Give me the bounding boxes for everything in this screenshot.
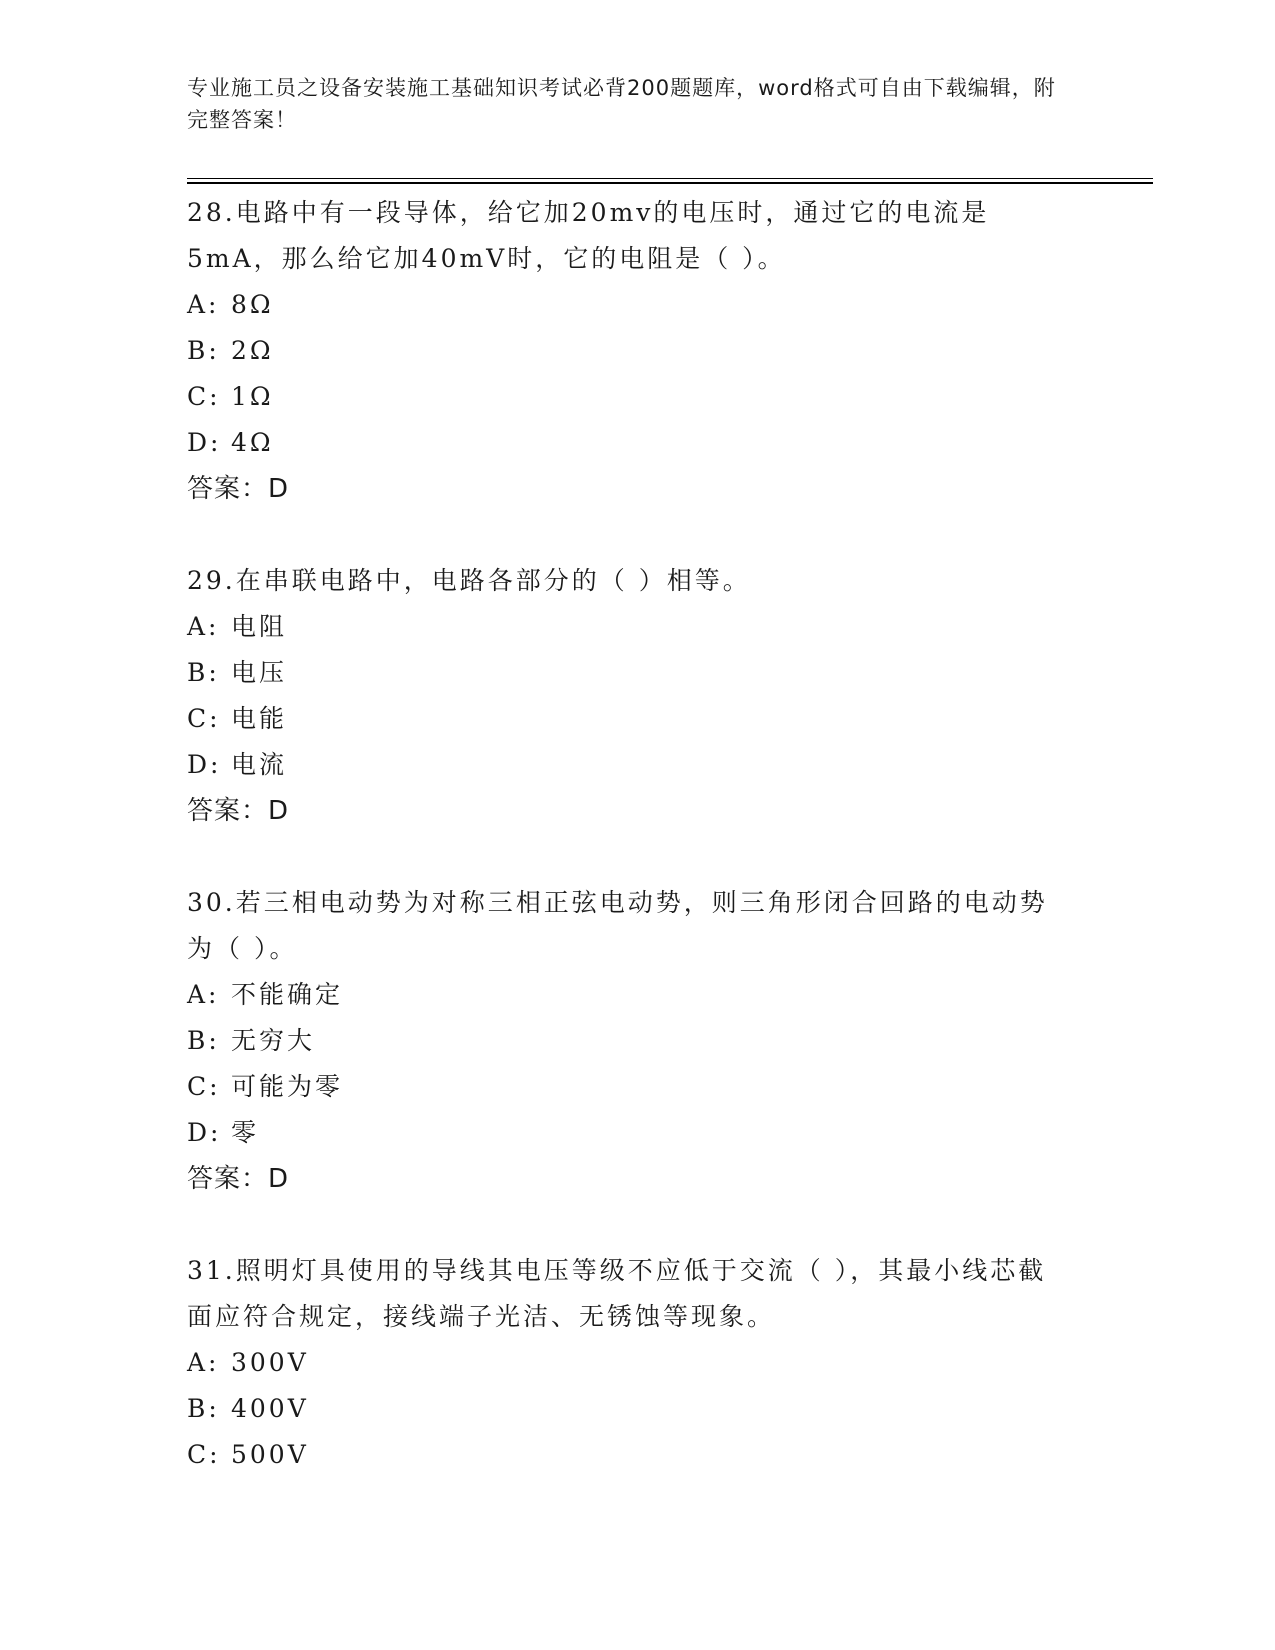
option-a [187, 1340, 1087, 1386]
question-30 [187, 880, 1087, 1202]
option-text: 不能确定 [231, 980, 344, 1009]
option-a [187, 972, 1087, 1018]
answer-line: 答案：D [187, 796, 290, 826]
option-letter: B: [187, 336, 220, 365]
option-letter: D: [187, 428, 222, 457]
option-c [187, 1064, 1087, 1110]
option-letter: A: [187, 980, 220, 1009]
option-d [187, 420, 1087, 466]
document-header: 专业施工员之设备安装施工基础知识考试必背200题题库，word格式可自由下载编辑，附完整答案！ [187, 76, 1056, 132]
option-text: 8Ω [231, 290, 274, 319]
option-text: 无穷大 [231, 1026, 316, 1055]
option-a [187, 604, 1087, 650]
option-letter: C: [187, 382, 221, 411]
option-letter: D: [187, 750, 222, 779]
option-text: 电压 [231, 658, 288, 687]
option-b [187, 1386, 1087, 1432]
option-c [187, 374, 1087, 420]
question-stem: 30.若三相电动势为对称三相正弦电动势，则三角形闭合回路的电动势为（ ）。 [187, 888, 1048, 963]
option-text: 零 [231, 1118, 260, 1147]
question-stem: 28.电路中有一段导体，给它加20mv的电压时，通过它的电流是5mA，那么给它加40mV时，它的电阻是（ ）。 [187, 198, 990, 273]
option-c [187, 1432, 1087, 1478]
question-28 [187, 190, 1087, 512]
option-text: 500V [231, 1440, 309, 1469]
question-29 [187, 558, 1087, 834]
option-letter: B: [187, 1394, 220, 1423]
option-letter: A: [187, 290, 220, 319]
option-text: 4Ω [231, 428, 274, 457]
option-text: 300V [231, 1348, 309, 1377]
option-text: 电流 [231, 750, 288, 779]
option-text: 可能为零 [231, 1072, 344, 1101]
option-d [187, 742, 1087, 788]
option-letter: C: [187, 1072, 221, 1101]
option-letter: D: [187, 1118, 222, 1147]
option-d [187, 1110, 1087, 1156]
option-text: 1Ω [231, 382, 274, 411]
question-31 [187, 1248, 1087, 1478]
option-c [187, 696, 1087, 742]
question-stem: 31.照明灯具使用的导线其电压等级不应低于交流（ ），其最小线芯截面应符合规定，接线端子光洁、无锈蚀等现象。 [187, 1256, 1047, 1331]
option-letter: A: [187, 612, 220, 641]
option-letter: C: [187, 704, 221, 733]
option-text: 电能 [231, 704, 288, 733]
option-b [187, 650, 1087, 696]
header-rule-thin [187, 178, 1153, 179]
option-text: 400V [231, 1394, 309, 1423]
option-text: 2Ω [231, 336, 274, 365]
question-list [187, 190, 1087, 1524]
option-b [187, 1018, 1087, 1064]
answer-line: 答案：D [187, 474, 290, 504]
header-rule-thick [187, 182, 1153, 184]
option-letter: C: [187, 1440, 221, 1469]
option-letter: B: [187, 1026, 220, 1055]
question-stem: 29.在串联电路中，电路各部分的（ ）相等。 [187, 566, 751, 595]
option-text: 电阻 [231, 612, 288, 641]
option-b [187, 328, 1087, 374]
option-a [187, 282, 1087, 328]
option-letter: A: [187, 1348, 220, 1377]
answer-line: 答案：D [187, 1164, 290, 1194]
option-letter: B: [187, 658, 220, 687]
